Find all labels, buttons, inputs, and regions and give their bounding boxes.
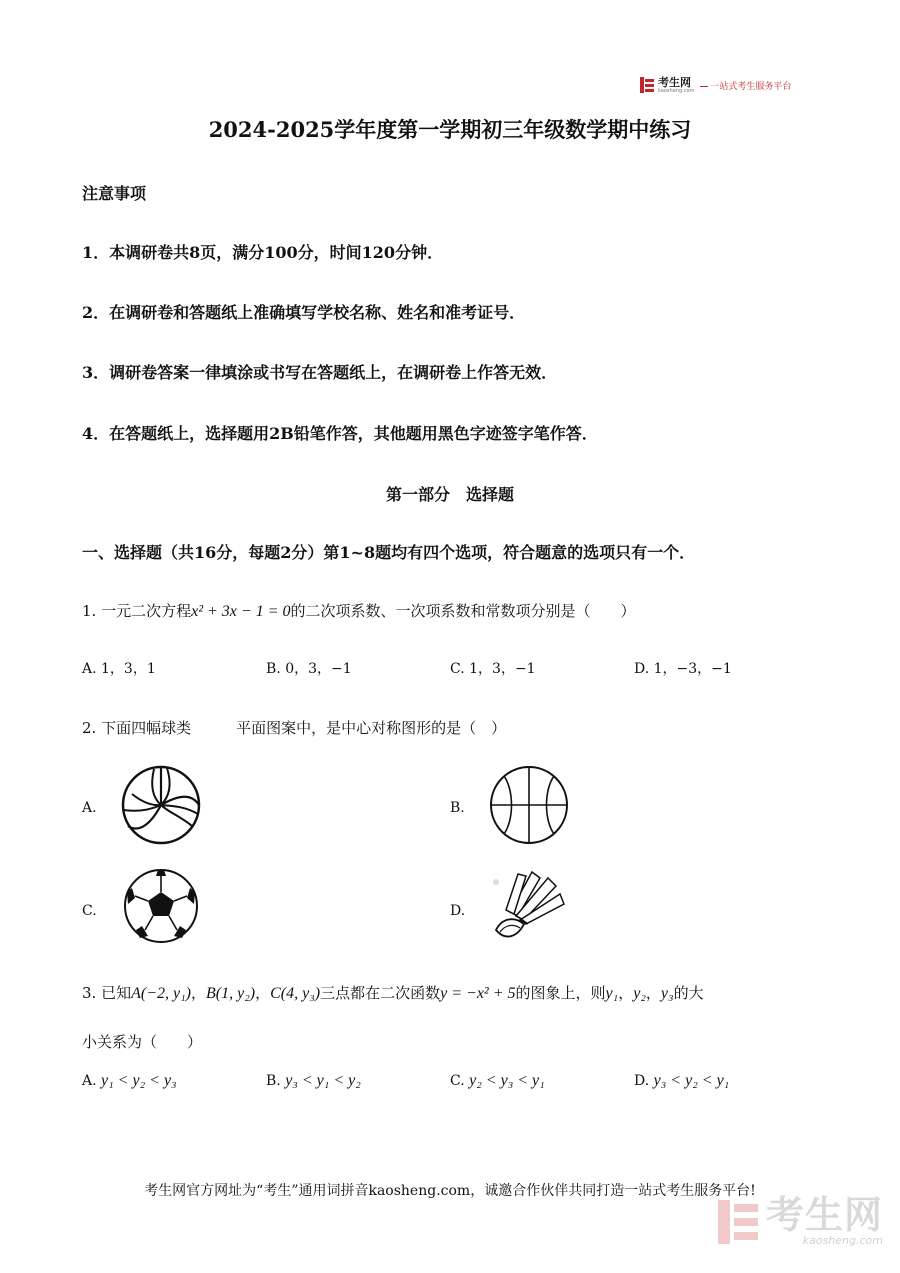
q3-point-b: B(1, y₂) bbox=[206, 985, 256, 1002]
q3-option-a: A. y₁ < y₂ < y₃ bbox=[82, 1072, 177, 1089]
watermark-logo-icon bbox=[716, 1198, 760, 1246]
watermark bbox=[716, 1193, 884, 1247]
q3-option-b: B. y₃ < y₁ < y₂ bbox=[266, 1072, 361, 1089]
notice-item-4: 4．在答题纸上，选择题用2B铅笔作答，其他题用黑色字迹签字笔作答． bbox=[82, 424, 598, 443]
volleyball-icon bbox=[120, 764, 202, 846]
q3-option-d: D. y₃ < y₂ < y₁ bbox=[634, 1072, 730, 1089]
q2-option-a-label: A. bbox=[82, 800, 97, 816]
page-title: 2024-2025学年度第一学期初三年级数学期中练习 bbox=[208, 117, 692, 142]
question-1-stem: 1. 一元二次方程x² + 3x − 1 = 0的二次项系数、一次项系数和常数项分别是（ ） bbox=[82, 602, 636, 620]
q1-option-b: B. 0，3，−1 bbox=[266, 661, 352, 677]
part-title: 第一部分 选择题 bbox=[385, 485, 514, 504]
q3-option-c: C. y₂ < y₃ < y₁ bbox=[450, 1072, 545, 1089]
notice-item-1: 1．本调研卷共8页，满分100分，时间120分钟． bbox=[82, 243, 444, 262]
watermark-domain: kaosheng.com bbox=[802, 1234, 884, 1247]
shuttlecock-icon bbox=[488, 866, 572, 946]
question-2-stem: 2. 下面四幅球类 平面图案中，是中心对称图形的是（ ） bbox=[82, 719, 507, 737]
section-title: 一、选择题（共16分，每题2分）第1~8题均有四个选项，符合题意的选项只有一个． bbox=[82, 543, 696, 562]
q1-option-d: D. 1，−3，−1 bbox=[634, 661, 732, 677]
basketball-icon bbox=[488, 764, 570, 846]
logo-name: 考生网 bbox=[658, 75, 691, 89]
q2-option-b-label: B. bbox=[450, 800, 465, 816]
logo-domain: kaosheng.com bbox=[658, 87, 695, 94]
notice-item-2: 2．在调研卷和答题纸上准确填写学校名称、姓名和准考证号． bbox=[82, 303, 526, 322]
q3-function: y = −x² + 5 bbox=[440, 985, 516, 1002]
q1-option-a: A. 1，3，1 bbox=[82, 661, 156, 677]
q1-option-c: C. 1，3，−1 bbox=[450, 661, 536, 677]
question-3-stem: 3. 已知A(−2, y₁)，B(1, y₂)，C(4, y₃)三点都在二次函数y = −x² + 5的图象上，则y₁，y₂，y₃的大 bbox=[82, 984, 704, 1002]
q2-option-c-label: C. bbox=[82, 903, 97, 919]
footer-text: 考生网官方网址为“考生”通用词拼音kaosheng.com，诚邀合作伙伴共同打造一站式考生服务平台! bbox=[144, 1183, 756, 1199]
header-logo bbox=[640, 74, 791, 96]
notice-item-3: 3．调研卷答案一律填涂或书写在答题纸上，在调研卷上作答无效． bbox=[82, 363, 558, 382]
logo-slogan: 一站式考生服务平台 bbox=[700, 79, 791, 92]
kaosheng-logo-icon bbox=[640, 77, 654, 93]
watermark-name: 考生网 bbox=[766, 1193, 884, 1237]
q2-option-d-label: D. bbox=[450, 903, 466, 919]
q3-point-a: A(−2, y₁) bbox=[131, 985, 191, 1002]
soccer-ball-icon bbox=[120, 868, 202, 944]
notice-heading: 注意事项 bbox=[82, 184, 147, 203]
q3-point-c: C(4, y₃) bbox=[270, 985, 321, 1002]
question-3-stem-line2: 小关系为（ ） bbox=[82, 1033, 203, 1051]
q1-equation: x² + 3x − 1 = 0 bbox=[191, 603, 291, 620]
